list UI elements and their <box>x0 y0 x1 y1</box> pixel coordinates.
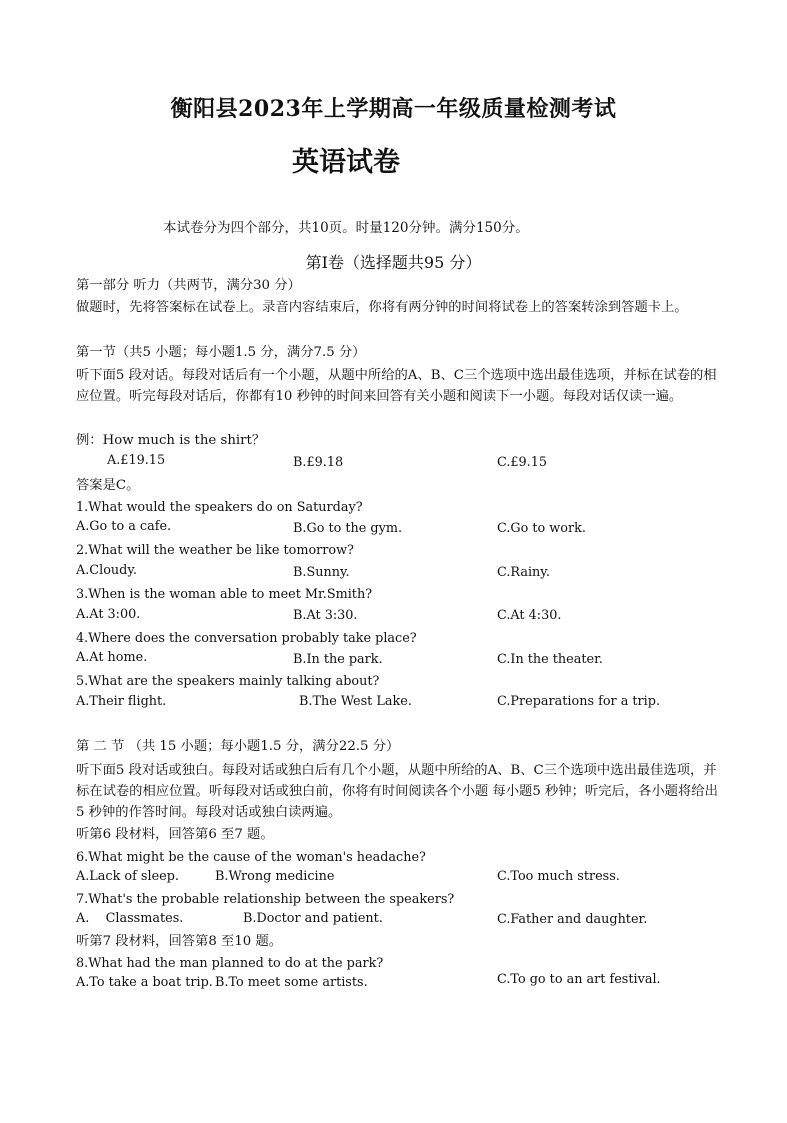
option-c: C.Rainy. <box>497 565 550 580</box>
option-b: B.Doctor and patient. <box>243 911 383 926</box>
option-a: A.At 3:00. <box>76 607 141 622</box>
part1-instruction: 做题时，先将答案标在试卷上。录音内容结束后，你将有两分钟的时间将试卷上的答案转涂到答题卡上。 <box>76 300 688 315</box>
example-option-b: B.£9.18 <box>293 455 344 470</box>
question-text: 3.When is the woman able to meet Mr.Smith? <box>76 587 373 602</box>
question-text: 6.What might be the cause of the woman's headache? <box>76 850 426 865</box>
option-b: B.In the park. <box>293 652 383 667</box>
example-question: 例：How much is the shirt？ <box>76 433 266 448</box>
option-b: B.To meet some artists. <box>215 975 368 990</box>
exam-title: 衡阳县2023年上学期高一年级质量检测考试 <box>170 96 617 122</box>
option-a: A.Go to a cafe. <box>76 519 172 534</box>
question-text: 5.What are the speakers mainly talking about? <box>76 674 380 689</box>
question-text: 1.What would the speakers do on Saturday? <box>76 500 363 515</box>
option-c: C.Father and daughter. <box>497 912 648 927</box>
option-b: B.Go to the gym. <box>293 521 403 536</box>
option-a: A.Their flight. <box>76 694 167 709</box>
question-text: 2.What will the weather be like tomorrow? <box>76 543 354 558</box>
option-c: C.Go to work. <box>497 521 586 536</box>
exam-intro: 本试卷分为四个部分，共10页。时量120分钟。满分150分。 <box>163 220 529 236</box>
option-a: A.To take a boat trip. <box>76 975 213 990</box>
option-b: B.Sunny. <box>293 565 350 580</box>
option-c: C.Preparations for a trip. <box>497 694 661 709</box>
section1-heading: 第一节（共5 小题；每小题1.5 分，满分7.5 分） <box>76 345 366 360</box>
option-a: A.Lack of sleep. <box>76 869 179 884</box>
question-text: 4.Where does the conversation probably take place? <box>76 631 417 646</box>
option-a: A.Cloudy. <box>76 563 137 578</box>
option-a: A.At home. <box>76 650 148 665</box>
part1-heading: 第一部分 听力（共两节，满分30 分） <box>76 278 301 293</box>
section2-heading: 第 二 节 （共 15 小题；每小题1.5 分，满分22.5 分） <box>76 739 400 754</box>
option-b: B.The West Lake. <box>299 694 412 709</box>
subject-title: 英语试卷 <box>292 147 400 178</box>
option-c: C.Too much stress. <box>497 869 620 884</box>
section2-instruction: 听下面5 段对话或独白。每段对话或独白后有几个小题，从题中所给的A、B、C三个选项中选出最佳选项，并标在试卷的相应位置。听每段对话或独白前，你将有时间阅读各个小题 每小题5 秒钟；听完后，各小题将给出5 秒钟的作答时间。每段对话或独白读两遍。 <box>76 763 718 820</box>
volume-heading: 第Ⅰ卷（选择题共95 分） <box>305 253 482 272</box>
option-b: B.Wrong medicine <box>215 869 335 884</box>
option-c: C.In the theater. <box>497 652 603 667</box>
option-c: C.At 4:30. <box>497 608 562 623</box>
question-text: 8.What had the man planned to do at the park? <box>76 956 384 971</box>
material-6-heading: 听第6 段材料，回答第6 至7 题。 <box>76 827 274 842</box>
example-answer: 答案是C。 <box>76 478 140 493</box>
option-b: B.At 3:30. <box>293 608 358 623</box>
material-7-heading: 听第7 段材料，回答第8 至10 题。 <box>76 934 283 949</box>
option-c: C.To go to an art festival. <box>497 972 661 987</box>
option-a: A. Classmates. <box>76 911 184 926</box>
question-text: 7.What's the probable relationship between the speakers? <box>76 892 455 907</box>
section1-instruction: 听下面5 段对话。每段对话后有一个小题，从题中所给的A、B、C三个选项中选出最佳选项，并标在试卷的相应位置。听完每段对话后，你都有10 秒钟的时间来回答有关小题和阅读下一小题。每段对话仅读一遍。 <box>76 368 717 404</box>
example-option-c: C.£9.15 <box>497 455 548 470</box>
example-option-a: A.£19.15 <box>107 453 166 468</box>
